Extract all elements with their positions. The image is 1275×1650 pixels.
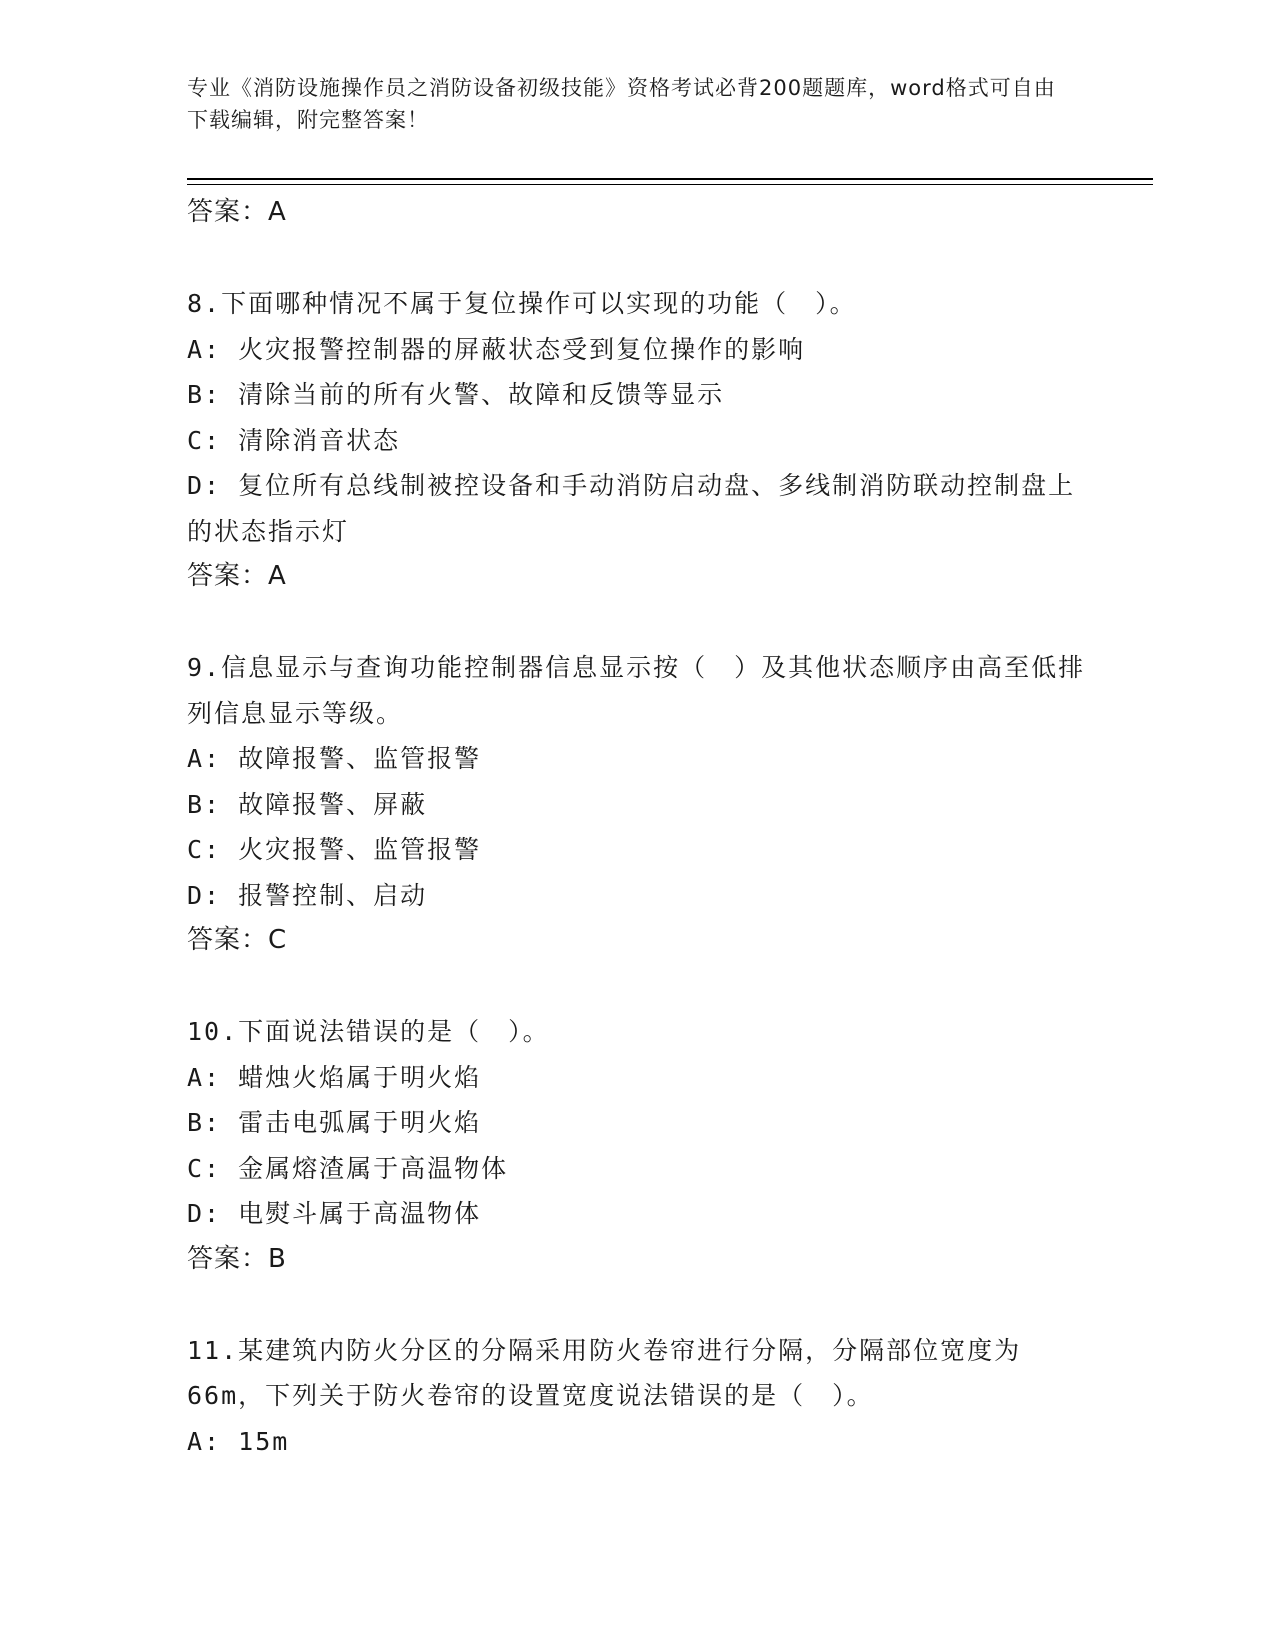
spacer xyxy=(187,236,1087,282)
question-9 xyxy=(187,645,1087,964)
header-rule-thick xyxy=(187,178,1153,180)
question-stem: 10.下面说法错误的是（ ）。 xyxy=(187,1017,550,1046)
option-c: C: 金属熔渣属于高温物体 xyxy=(187,1153,509,1183)
option-c: C: 清除消音状态 xyxy=(187,425,401,455)
question-stem: 8.下面哪种情况不属于复位操作可以实现的功能（ ）。 xyxy=(187,289,857,318)
question-stem: 11.某建筑内防火分区的分隔采用防火卷帘进行分隔，分隔部位宽度为66m，下列关于防火卷帘的设置宽度说法错误的是（ ）。 xyxy=(187,1335,1022,1410)
option-d: D: 复位所有总线制被控设备和手动消防启动盘、多线制消防联动控制盘上的状态指示灯 xyxy=(187,471,1076,546)
answer-line: 答案：B xyxy=(187,1243,287,1274)
question-list xyxy=(187,190,1087,1464)
question-10 xyxy=(187,1009,1087,1282)
question-8 xyxy=(187,281,1087,600)
option-a: A: 15m xyxy=(187,1426,290,1456)
spacer xyxy=(187,1282,1087,1328)
answer-line: 答案：C xyxy=(187,925,288,955)
option-b: B: 雷击电弧属于明火焰 xyxy=(187,1108,482,1137)
spacer xyxy=(187,964,1087,1010)
question-stem: 9.信息显示与查询功能控制器信息显示按（ ）及其他状态顺序由高至低排列信息显示等级。 xyxy=(187,653,1086,728)
option-b: B: 故障报警、屏蔽 xyxy=(187,789,428,819)
document-header: 专业《消防设施操作员之消防设备初级技能》资格考试必背200题题库，word格式可自由下载编辑，附完整答案！ xyxy=(187,76,1056,132)
spacer xyxy=(187,600,1087,646)
option-a: A: 蜡烛火焰属于明火焰 xyxy=(187,1062,482,1092)
option-d: D: 电熨斗属于高温物体 xyxy=(187,1199,482,1228)
answer-line: 答案：A xyxy=(187,561,287,591)
header-rule-thin xyxy=(187,184,1153,185)
option-d: D: 报警控制、启动 xyxy=(187,880,428,910)
option-c: C: 火灾报警、监管报警 xyxy=(187,835,482,864)
option-a: A: 故障报警、监管报警 xyxy=(187,744,482,773)
option-a: A: 火灾报警控制器的屏蔽状态受到复位操作的影响 xyxy=(187,334,806,364)
option-b: B: 清除当前的所有火警、故障和反馈等显示 xyxy=(187,380,725,409)
answer-line: 答案：A xyxy=(187,197,287,227)
question-11 xyxy=(187,1328,1087,1465)
